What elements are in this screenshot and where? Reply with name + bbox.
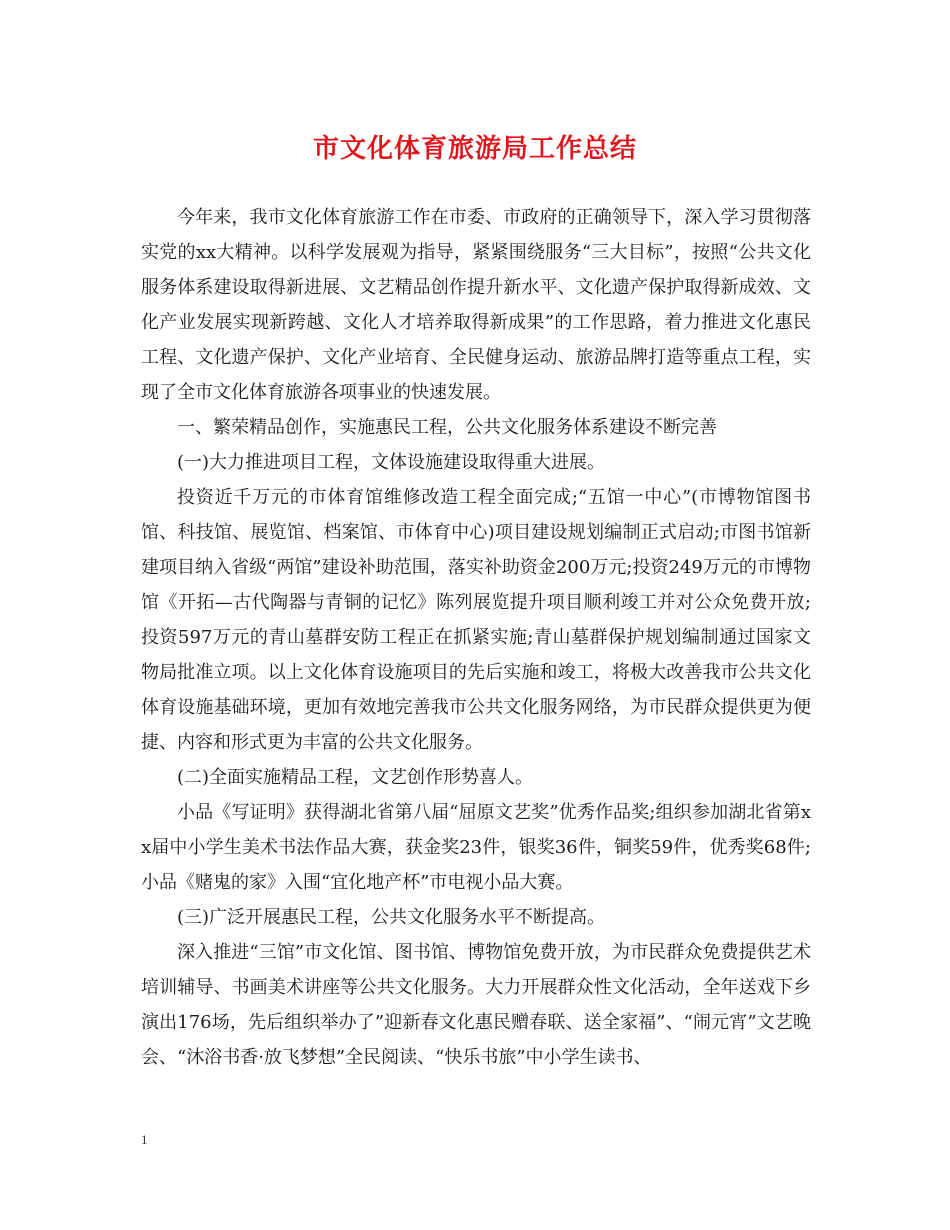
subsection-heading-3: (三)广泛开展惠民工程，公共文化服务水平不断提高。 <box>177 907 606 928</box>
paragraph-facilities: 投资近千万元的市体育馆维修改造工程全面完成;“五馆一中心”(市博物馆图书馆、科技馆、展览馆、档案馆、市体育中心)项目建设规划编制正式启动;市图书馆新建项目纳入省级“两馆”建设补助范围，落实补助资金200万元;投资249万元的市博物馆《开拓—古代陶器与青铜的记忆》陈列展览提升项目顺利竣工并对公众免费开放;投资597万元的青山墓群安防工程正在抓紧实施;青山墓群保护规划编制通过国家文物局批准立项。以上文化体育设施项目的先后实施和竣工，将极大改善我市公共文化体育设施基础环境，更加有效地完善我市公共文化服务网络，为市民群众提供更为便捷、内容和形式更为丰富的公共文化服务。 <box>141 487 811 753</box>
document-body <box>141 200 811 1075</box>
subsection-heading-2: (二)全面实施精品工程，文艺创作形势喜人。 <box>177 767 534 788</box>
page-number: 1 <box>141 1132 148 1147</box>
section-heading-1: 一、繁荣精品创作，实施惠民工程，公共文化服务体系建设不断完善 <box>177 417 717 438</box>
paragraph-intro: 今年来，我市文化体育旅游工作在市委、市政府的正确领导下，深入学习贯彻落实党的xx大精神。以科学发展观为指导，紧紧围绕服务“三大目标”，按照“公共文化服务体系建设取得新进展、文艺精品创作提升新水平、文化遗产保护取得新成效、文化产业发展实现新跨越、文化人才培养取得新成果”的工作思路，着力推进文化惠民工程、文化遗产保护、文化产业培育、全民健身运动、旅游品牌打造等重点工程，实现了全市文化体育旅游各项事业的快速发展。 <box>141 207 811 403</box>
paragraph-awards: 小品《写证明》获得湖北省第八届“屈原文艺奖”优秀作品奖;组织参加湖北省第xx届中小学生美术书法作品大赛，获金奖23件，银奖36件，铜奖59件，优秀奖68件;小品《赌鬼的家》入围“宜化地产杯”市电视小品大赛。 <box>141 802 811 893</box>
subsection-heading-1: (一)大力推进项目工程，文体设施建设取得重大进展。 <box>177 452 606 473</box>
paragraph-public-services: 深入推进“三馆”市文化馆、图书馆、博物馆免费开放，为市民群众免费提供艺术培训辅导、书画美术讲座等公共文化服务。大力开展群众性文化活动，全年送戏下乡演出176场，先后组织举办了”迎新春文化惠民赠春联、送全家福”、“闹元宵”文艺晚会、“沐浴书香·放飞梦想”全民阅读、“快乐书旅”中小学生读书、 <box>141 942 811 1068</box>
document-title: 市文化体育旅游局工作总结 <box>312 134 637 164</box>
